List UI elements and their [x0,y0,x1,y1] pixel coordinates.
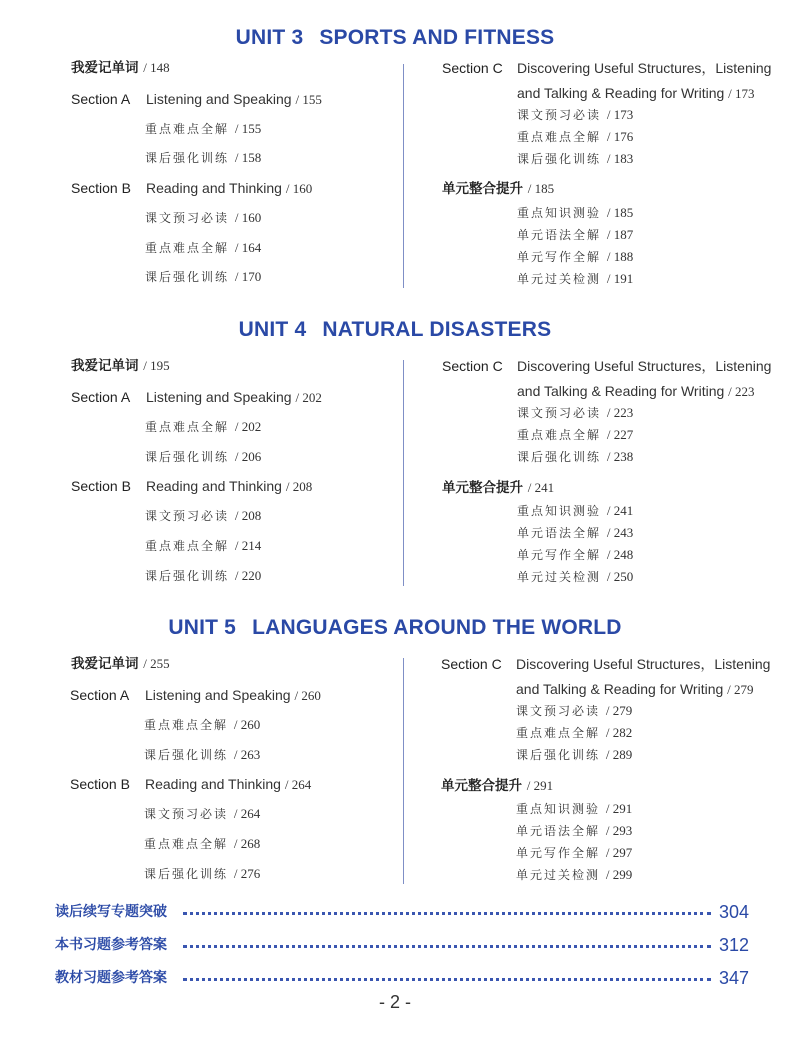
section-title: Listening and Speaking [146,91,292,107]
column-divider [403,658,404,884]
entry-page: / 195 [143,358,170,373]
column-divider [403,64,404,288]
section-label: Section A [70,687,130,703]
toc-subitem[interactable] [144,834,260,854]
subitem-label: 重点难点全解 [517,130,602,144]
section-page: / 160 [285,181,313,196]
toc-subitem[interactable] [517,269,633,289]
subitem-page: / 160 [234,210,262,225]
subitem-label: 重点知识测验 [517,504,602,518]
section-title-continued: and Talking & Reading for Writing [517,383,725,399]
unit-number: UNIT 3 [235,26,304,49]
section-title-continued: and Talking & Reading for Writing [516,681,724,697]
section-title-continued: and Talking & Reading for Writing [517,85,725,101]
subitem-page: / 187 [606,227,634,242]
section-label: Section C [442,358,503,374]
toc-subitem[interactable] [516,723,632,743]
subitem-page: / 299 [605,867,633,882]
toc-subitem[interactable] [516,701,632,721]
toc-section-c[interactable] [442,58,771,78]
entry-label: 单元整合提升 [442,181,523,197]
toc-footer-entry[interactable] [55,900,749,924]
toc-subitem[interactable] [516,843,632,863]
subitem-label: 单元语法全解 [517,526,602,540]
toc-section-c-continued[interactable] [517,83,755,104]
unit-name: LANGUAGES AROUND THE WORLD [252,616,622,639]
toc-subitem[interactable] [145,238,261,258]
subitem-page: / 170 [234,269,262,284]
toc-subitem[interactable] [517,225,633,245]
subitem-page: / 289 [605,747,633,762]
toc-subitem[interactable] [517,127,633,147]
toc-integration-entry[interactable] [442,478,554,498]
toc-section-a[interactable] [71,387,322,408]
entry-page: / 255 [143,656,170,671]
section-title: Discovering Useful Structures，Listening [516,656,771,672]
section-title: Reading and Thinking [146,478,282,494]
section-page: / 279 [727,682,754,697]
section-title: Listening and Speaking [145,687,291,703]
section-page: / 223 [728,384,755,399]
unit-title [0,616,790,640]
subitem-page: / 206 [234,449,262,464]
subitem-label: 课文预习必读 [517,406,602,420]
toc-subitem[interactable] [144,715,260,735]
subitem-label: 重点难点全解 [516,726,601,740]
toc-subitem[interactable] [145,119,261,139]
toc-subitem[interactable] [516,865,632,885]
subitem-label: 课后强化训练 [145,151,230,165]
toc-vocab-entry[interactable] [71,58,170,78]
subitem-page: / 268 [233,836,261,851]
subitem-page: / 293 [605,823,633,838]
subitem-label: 课后强化训练 [517,152,602,166]
subitem-label: 单元过关检测 [516,868,601,882]
toc-integration-entry[interactable] [442,179,554,199]
entry-page: / 241 [527,480,555,495]
unit-name: NATURAL DISASTERS [322,318,552,341]
footer-entry-label: 教材习题参考答案 [55,970,167,986]
toc-subitem[interactable] [145,148,261,168]
subitem-label: 重点难点全解 [145,420,230,434]
toc-subitem[interactable] [516,745,632,765]
subitem-page: / 260 [233,717,261,732]
subitem-label: 单元写作全解 [516,846,601,860]
section-label: Section A [71,91,131,107]
subitem-page: / 250 [606,569,634,584]
toc-subitem[interactable] [144,864,260,884]
subitem-page: / 176 [606,129,634,144]
subitem-label: 课后强化训练 [517,450,602,464]
section-page: / 202 [295,390,322,405]
entry-page: / 185 [527,181,555,196]
subitem-label: 重点难点全解 [144,718,229,732]
subitem-page: / 297 [605,845,633,860]
toc-vocab-entry[interactable] [71,356,170,376]
section-label: Section B [71,478,131,494]
subitem-label: 课后强化训练 [144,867,229,881]
subitem-page: / 220 [234,568,262,583]
toc-subitem[interactable] [517,247,633,267]
entry-label: 我爱记单词 [71,60,139,76]
toc-subitem[interactable] [517,203,633,223]
section-page: / 155 [295,92,322,107]
toc-section-b[interactable] [70,774,311,795]
subitem-page: / 208 [234,508,262,523]
unit-title [0,318,790,342]
subitem-page: / 202 [234,419,262,434]
subitem-label: 课文预习必读 [145,211,230,225]
footer-entry-page: 304 [718,902,749,922]
subitem-page: / 238 [606,449,634,464]
toc-section-a[interactable] [71,89,322,110]
footer-entry-page: 347 [718,968,749,988]
toc-subitem[interactable] [145,267,261,287]
toc-subitem[interactable] [516,821,632,841]
subitem-label: 课后强化训练 [145,450,230,464]
page-number: - 2 - [378,992,411,1012]
unit-name: SPORTS AND FITNESS [319,26,555,49]
column-divider [403,360,404,586]
section-title: Reading and Thinking [146,180,282,196]
toc-subitem[interactable] [517,403,633,423]
toc-subitem[interactable] [144,804,260,824]
section-label: Section A [71,389,131,405]
subitem-page: / 282 [605,725,633,740]
dot-leader [183,945,711,948]
entry-label: 我爱记单词 [71,358,139,374]
unit-number: UNIT 5 [168,616,237,639]
section-page: / 208 [285,479,313,494]
subitem-label: 课后强化训练 [516,748,601,762]
footer-entry-page: 312 [718,935,749,955]
toc-subitem[interactable] [517,425,633,445]
subitem-page: / 158 [234,150,262,165]
subitem-page: / 191 [606,271,634,286]
toc-subitem[interactable] [517,523,633,543]
toc-section-b[interactable] [71,476,312,497]
toc-subitem[interactable] [517,149,633,169]
section-label: Section C [441,656,502,672]
toc-subitem[interactable] [145,208,261,228]
toc-subitem[interactable] [145,506,261,526]
subitem-page: / 223 [606,405,634,420]
subitem-label: 重点知识测验 [516,802,601,816]
toc-footer-entry[interactable] [55,933,749,957]
toc-footer-entry[interactable] [55,966,749,990]
toc-subitem[interactable] [517,545,633,565]
toc-subitem[interactable] [145,566,261,586]
subitem-page: / 173 [606,107,634,122]
unit-number: UNIT 4 [238,318,307,341]
subitem-label: 单元语法全解 [516,824,601,838]
subitem-page: / 183 [606,151,634,166]
entry-label: 单元整合提升 [442,480,523,496]
subitem-label: 课文预习必读 [144,807,229,821]
subitem-label: 课文预习必读 [145,509,230,523]
section-title: Discovering Useful Structures，Listening [517,60,772,76]
toc-vocab-entry[interactable] [71,654,170,674]
subitem-page: / 155 [234,121,262,136]
subitem-label: 重点难点全解 [145,122,230,136]
section-title: Listening and Speaking [146,389,292,405]
entry-page: / 291 [526,778,554,793]
subitem-page: / 264 [233,806,261,821]
unit-title [0,26,790,50]
toc-subitem[interactable] [517,105,633,125]
subitem-label: 课文预习必读 [516,704,601,718]
section-title: Reading and Thinking [145,776,281,792]
subitem-label: 重点难点全解 [517,428,602,442]
subitem-page: / 188 [606,249,634,264]
subitem-label: 单元语法全解 [517,228,602,242]
subitem-page: / 227 [606,427,634,442]
footer-entry-label: 本书习题参考答案 [55,937,167,953]
subitem-label: 重点难点全解 [144,837,229,851]
toc-subitem[interactable] [517,567,633,587]
toc-section-c[interactable] [441,654,770,674]
dot-leader [183,978,711,981]
footer-entry-label: 读后续写专题突破 [55,904,167,920]
subitem-label: 单元过关检测 [517,272,602,286]
section-label: Section B [71,180,131,196]
dot-leader [183,912,711,915]
subitem-page: / 279 [605,703,633,718]
entry-label: 单元整合提升 [441,778,522,794]
subitem-page: / 243 [606,525,634,540]
toc-integration-entry[interactable] [441,776,553,796]
toc-section-c-continued[interactable] [516,679,754,700]
subitem-label: 课后强化训练 [145,270,230,284]
subitem-page: / 276 [233,866,261,881]
subitem-page: / 291 [605,801,633,816]
subitem-label: 重点知识测验 [517,206,602,220]
subitem-label: 课后强化训练 [145,569,230,583]
toc-subitem[interactable] [516,799,632,819]
subitem-label: 重点难点全解 [145,241,230,255]
section-title: Discovering Useful Structures，Listening [517,358,772,374]
toc-subitem[interactable] [144,745,260,765]
subitem-page: / 263 [233,747,261,762]
subitem-page: / 248 [606,547,634,562]
section-page: / 260 [294,688,321,703]
section-label: Section B [70,776,130,792]
section-page: / 173 [728,86,755,101]
subitem-page: / 164 [234,240,262,255]
toc-subitem[interactable] [517,447,633,467]
section-label: Section C [442,60,503,76]
subitem-label: 单元写作全解 [517,250,602,264]
toc-section-c[interactable] [442,356,771,376]
toc-section-c-continued[interactable] [517,381,755,402]
subitem-label: 重点难点全解 [145,539,230,553]
subitem-label: 课后强化训练 [144,748,229,762]
toc-subitem[interactable] [145,417,261,437]
entry-label: 我爱记单词 [71,656,139,672]
toc-subitem[interactable] [145,447,261,467]
subitem-label: 课文预习必读 [517,108,602,122]
subitem-page: / 185 [606,205,634,220]
entry-page: / 148 [143,60,170,75]
subitem-label: 单元过关检测 [517,570,602,584]
subitem-label: 单元写作全解 [517,548,602,562]
toc-subitem[interactable] [145,536,261,556]
toc-section-b[interactable] [71,178,312,199]
section-page: / 264 [284,777,312,792]
toc-subitem[interactable] [517,501,633,521]
toc-section-a[interactable] [70,685,321,706]
subitem-page: / 214 [234,538,262,553]
subitem-page: / 241 [606,503,634,518]
